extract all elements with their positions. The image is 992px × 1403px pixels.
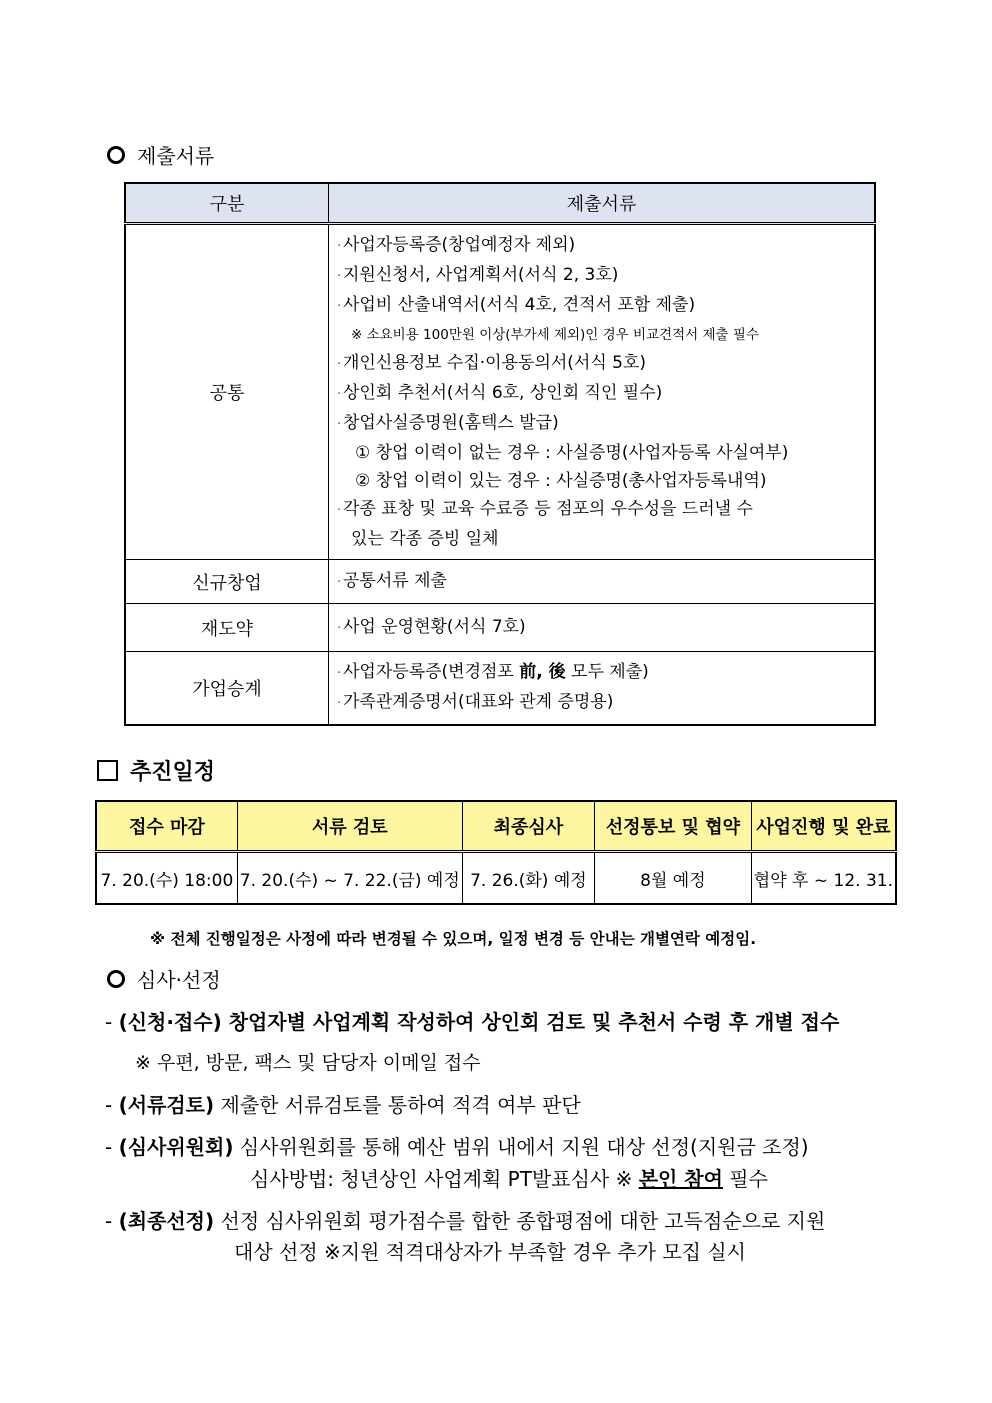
cell-review: 7. 20.(수) ~ 7. 22.(금) 예정 (237, 852, 462, 905)
circle-bullet-icon (107, 970, 125, 988)
header-category: 구분 (125, 183, 329, 224)
table-header-row (96, 801, 896, 852)
list-item: · 지원신청서, 사업계획서(서식 2, 3호) (337, 265, 619, 285)
review-doc-line: - (서류검토) 제출한 서류검토를 통하여 적격 여부 판단 (105, 1093, 581, 1117)
table-row (96, 852, 896, 905)
list-item: · 창업사실증명원(홈텍스 발급) (337, 413, 559, 433)
cell-final: 7. 26.(화) 예정 (462, 852, 594, 905)
list-item: · 상인회 추천서(서식 6호, 상인회 직인 필수) (337, 383, 663, 403)
section-docs-heading (107, 140, 214, 169)
review-apply-line: - (신청·접수) 창업자별 사업계획 작성하여 상인회 검토 및 추천서 수령 후 개별 접수 (105, 1010, 840, 1034)
documents-table (124, 182, 876, 726)
cell-notice: 8월 예정 (595, 852, 752, 905)
schedule-table (95, 800, 897, 905)
list-item-continuation: 있는 각종 증빙 일체 (351, 529, 499, 549)
category-succession: 가업승계 (125, 652, 329, 726)
header-review: 서류 검토 (237, 801, 462, 852)
list-item: · 각종 표창 및 교육 수료증 등 점포의 우수성을 드러낼 수 (337, 499, 753, 519)
section-review-title: 심사·선정 (137, 968, 221, 992)
cell-progress: 협약 후 ~ 12. 31. (751, 852, 896, 905)
circle-bullet-icon (107, 146, 125, 164)
list-item: · 사업비 산출내역서(서식 4호, 견적서 포함 제출) (337, 295, 696, 315)
table-row (125, 560, 875, 604)
table-header-row (125, 183, 875, 224)
sub-item: ① 창업 이력이 없는 경우 : 사실증명(사업자등록 사실여부) (355, 443, 789, 463)
header-final: 최종심사 (462, 801, 594, 852)
category-new-startup: 신규창업 (125, 560, 329, 604)
list-item: · 사업자등록증(창업예정자 제외) (337, 235, 576, 255)
section-docs-title: 제출서류 (137, 144, 215, 168)
table-row (125, 652, 875, 726)
review-committee-line: - (심사위원회) 심사위원회를 통해 예산 범위 내에서 지원 대상 선정(지원금 조정) (105, 1135, 809, 1159)
square-bullet-icon (97, 760, 118, 781)
header-deadline: 접수 마감 (96, 801, 237, 852)
succession-items: · 사업자등록증(변경점포 前, 後 모두 제출) · 가족관계증명서(대표와 관계 증명용) (329, 652, 876, 726)
section-review-heading (107, 964, 221, 993)
review-final-cont: 대상 선정 ※지원 적격대상자가 부족할 경우 추가 모집 실시 (234, 1240, 746, 1264)
cell-deadline: 7. 20.(수) 18:00 (96, 852, 237, 905)
category-relaunch: 재도약 (125, 604, 329, 652)
table-row (125, 224, 875, 560)
review-final-line: - (최종선정) 선정 심사위원회 평가점수를 합한 종합평점에 대한 고득점순으로 지원 (105, 1209, 826, 1233)
sub-item: ② 창업 이력이 있는 경우 : 사실증명(총사업자등록내역) (355, 471, 767, 491)
schedule-note: ※ 전체 진행일정은 사정에 따라 변경될 수 있으며, 일정 변경 등 안내는 개별연락 예정임. (150, 930, 757, 948)
category-common: 공통 (125, 224, 329, 560)
quote-note: ※ 소요비용 100만원 이상(부가세 제외)인 경우 비교견적서 제출 필수 (351, 327, 759, 343)
header-progress: 사업진행 및 완료 (751, 801, 896, 852)
list-item: · 개인신용정보 수집·이용동의서(서식 5호) (337, 353, 647, 373)
review-method-line: 심사방법: 청년상인 사업계획 PT발표심사 ※ 본인 참여 필수 (250, 1167, 768, 1191)
section-schedule-title: 추진일정 (130, 760, 216, 785)
section-schedule-heading (97, 755, 215, 786)
header-documents: 제출서류 (329, 183, 876, 224)
header-notice: 선정통보 및 협약 (595, 801, 752, 852)
review-apply-note: ※ 우편, 방문, 팩스 및 담당자 이메일 접수 (135, 1052, 481, 1074)
common-items (329, 224, 876, 560)
relaunch-items: · 사업 운영현황(서식 7호) (329, 604, 876, 652)
table-row (125, 604, 875, 652)
new-startup-items: · 공통서류 제출 (329, 560, 876, 604)
